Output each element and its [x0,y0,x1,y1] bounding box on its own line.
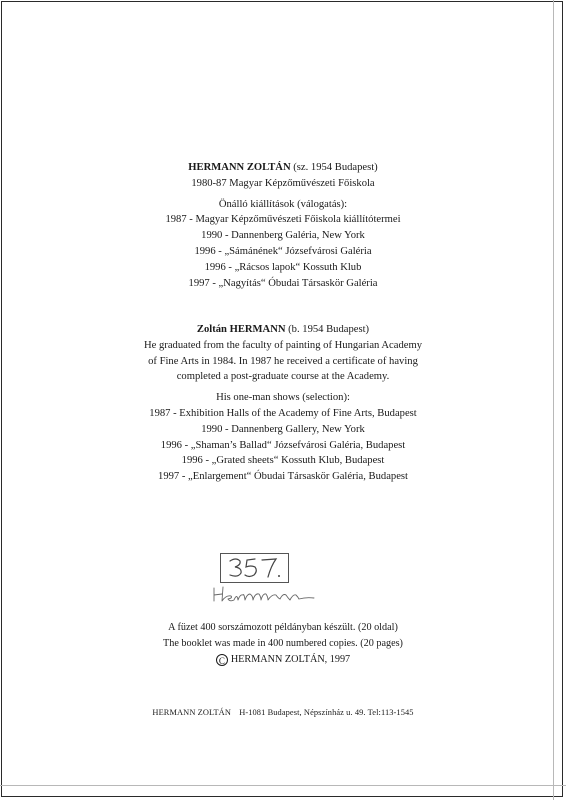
hu-artist-name: HERMANN ZOLTÁN [188,162,291,173]
hu-show-item: 1996 - „Sámánének“ Józsefvárosi Galéria [194,245,372,257]
hu-show-item: 1996 - „Rácsos lapok“ Kossuth Klub [204,261,362,273]
en-bio-line: completed a post-graduate course at the Academy. [176,371,390,383]
en-show-item: 1996 - „Grated sheets“ Kossuth Klub, Budapest [181,455,385,467]
en-show-item: 1997 - „Enlargement“ Óbudai Társaskör Galéria, Budapest [158,471,408,483]
edition-number-handwriting [221,554,288,582]
hu-show-item: 1997 - „Nagyítás“ Óbudai Társaskör Galéria [188,277,378,289]
en-title-line [0,322,566,338]
en-birth: (b. 1954 Budapest) [288,324,370,335]
colophon-en: The booklet was made in 400 numbered copies. (20 pages) [163,637,403,649]
hu-show-item: 1990 - Dannenberg Galéria, New York [201,230,365,242]
footer-line [0,707,566,719]
edition-number-stamp [220,553,289,583]
hu-title-line [0,160,566,176]
page-edge-line [0,785,566,786]
en-shows-heading: His one-man shows (selection): [216,392,350,404]
hu-education: 1980-87 Magyar Képzőművészeti Főiskola [191,177,375,189]
copyright-text: HERMANN ZOLTÁN, 1997 [230,653,351,665]
hu-shows-heading: Önálló kiállítások (válogatás): [218,198,348,210]
colophon [0,620,566,667]
en-bio-line: He graduated from the faculty of painting of Hungarian Academy [144,339,422,351]
en-show-item: 1996 - „Shaman’s Ballad“ Józsefvárosi Galéria, Budapest [160,439,406,451]
en-bio-line: of Fine Arts in 1984. In 1987 he received a certificate of having [148,355,418,367]
copyright-icon: C [216,654,228,666]
footer-address: H-1081 Budapest, Népszínház u. 49. Tel:113-1545 [239,708,414,717]
artist-signature [210,585,320,605]
english-bio [0,322,566,485]
en-show-item: 1990 - Dannenberg Gallery, New York [201,423,365,435]
hu-show-item: 1987 - Magyar Képzőművészeti Főiskola kiállítótermei [165,214,401,226]
copyright-line [0,652,566,668]
footer [0,707,566,719]
colophon-hu: A füzet 400 sorszámozott példányban készült. (20 oldal) [168,622,398,633]
hu-birth: (sz. 1954 Budapest) [293,162,378,173]
hungarian-bio [0,160,566,291]
en-artist-name: Zoltán HERMANN [196,324,286,335]
footer-name: HERMANN ZOLTÁN [152,708,231,717]
en-show-item: 1987 - Exhibition Halls of the Academy of Fine Arts, Budapest [149,407,417,419]
